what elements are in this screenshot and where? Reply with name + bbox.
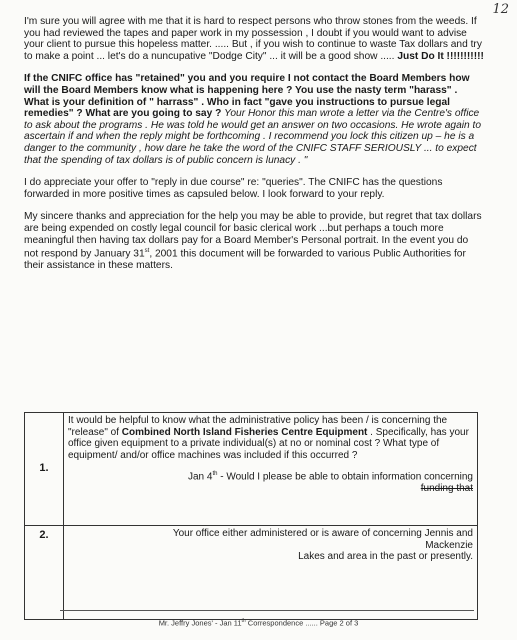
paragraph-1 bbox=[24, 16, 484, 62]
item-number: 2. bbox=[25, 526, 64, 620]
paragraph-4 bbox=[24, 211, 484, 271]
table-row bbox=[25, 413, 478, 526]
paragraph-4-text-end: , 2001 this document will be forwarded to various Public Authorities for their assistance in these matters. bbox=[24, 248, 466, 272]
paragraph-4-text: My sincere thanks and appreciation for the help you may be able to provide, but regret that tax dollars are being expended on costly legal council for basic clerical work ...but perhaps a touch more meaningful then having tax dollars pay for a Board Member's Personal portrait. In the event you do not respond by January 31 bbox=[24, 211, 482, 260]
table-row bbox=[25, 526, 478, 620]
footer-text-end: Correspondence ...... Page 2 of 3 bbox=[245, 618, 359, 628]
item-number: 1. bbox=[25, 413, 64, 526]
handwritten-page-number: 12 bbox=[492, 2, 509, 17]
note-text: - Would I please be able to obtain information concerning bbox=[217, 471, 473, 483]
item-2-line-1: Your office either administered or is aware of concerning Jennis and bbox=[172, 528, 473, 539]
paragraph-3: I do appreciate your offer to "reply in due course" re: "queries". The CNIFC has the questions forwarded in more positive times as capsuled below. I look forward to your reply. bbox=[24, 177, 443, 200]
paragraph-2-italic: Your Honor this man wrote a letter via the Centre's office to ask about the programs . He was told he would get an answer on two occasions. He wrote again to ascertain if and when the reply might be forthcoming . I recommend you lock this citizen up – he is a danger to the community , how dare he take the word of the CNIFC STAFF SERIOUSLY ... to expect that the spending of tax dollars is of public concern is lunacy . " bbox=[24, 108, 481, 166]
letter-body bbox=[24, 16, 484, 283]
paragraph-2-bold: If the CNIFC office has "retained" you and you require I not contact the Board Members how will the Board Members know what is happening here ? You use the nasty term "harass" . What is your definition of " harrass" . Who in fact "gave you instructions to pursue legal remedies" ? What are you going to say ? bbox=[24, 73, 470, 120]
item-1-struck: funding that bbox=[420, 482, 473, 494]
just-do-it: Just Do It !!!!!!!!!!! bbox=[397, 50, 484, 62]
item-1-bold: Combined North Island Fisheries Centre Equipment bbox=[121, 426, 368, 438]
paragraph-2 bbox=[24, 73, 484, 166]
item-1-note bbox=[68, 469, 473, 483]
note-sup: th bbox=[212, 471, 218, 477]
footer-text: Mr. Jeffry Jones' - Jan 11 bbox=[158, 618, 242, 628]
item-1-intro: It would be helpful to know what the administrative policy has been / is concerning the "release" of bbox=[68, 415, 448, 438]
paragraph-1-text: I'm sure you will agree with me that it is hard to respect persons who throw stones from the weeds. If you had reviewed the tapes and paper work in my possession , I doubt if you would want to advise your client to pursue this hopeless matter. ..... But , if you wish to continue to waste Tax dollars and try to make a point ... let's do a nuncupative "Dodge City" ... it will be a good show ..... bbox=[24, 16, 482, 62]
issues-table bbox=[24, 412, 478, 620]
item-2-body bbox=[64, 526, 478, 620]
footer-divider bbox=[60, 610, 474, 611]
item-2-line-3: Lakes and area in the past or presently. bbox=[298, 551, 473, 562]
footer-sup: th bbox=[241, 618, 246, 624]
paragraph-4-sup: st bbox=[144, 248, 150, 255]
item-1-body bbox=[64, 413, 478, 526]
item-1-rest: . Specifically, has your office given equipment to a private individual(s) at no or nominal cost ? What type of equipment/ and/or office machines was included if this occurred ? bbox=[68, 426, 469, 461]
note-date: Jan 4 bbox=[187, 471, 213, 483]
item-2-line-2: Mackenzie bbox=[425, 539, 473, 551]
page-footer bbox=[0, 618, 517, 628]
